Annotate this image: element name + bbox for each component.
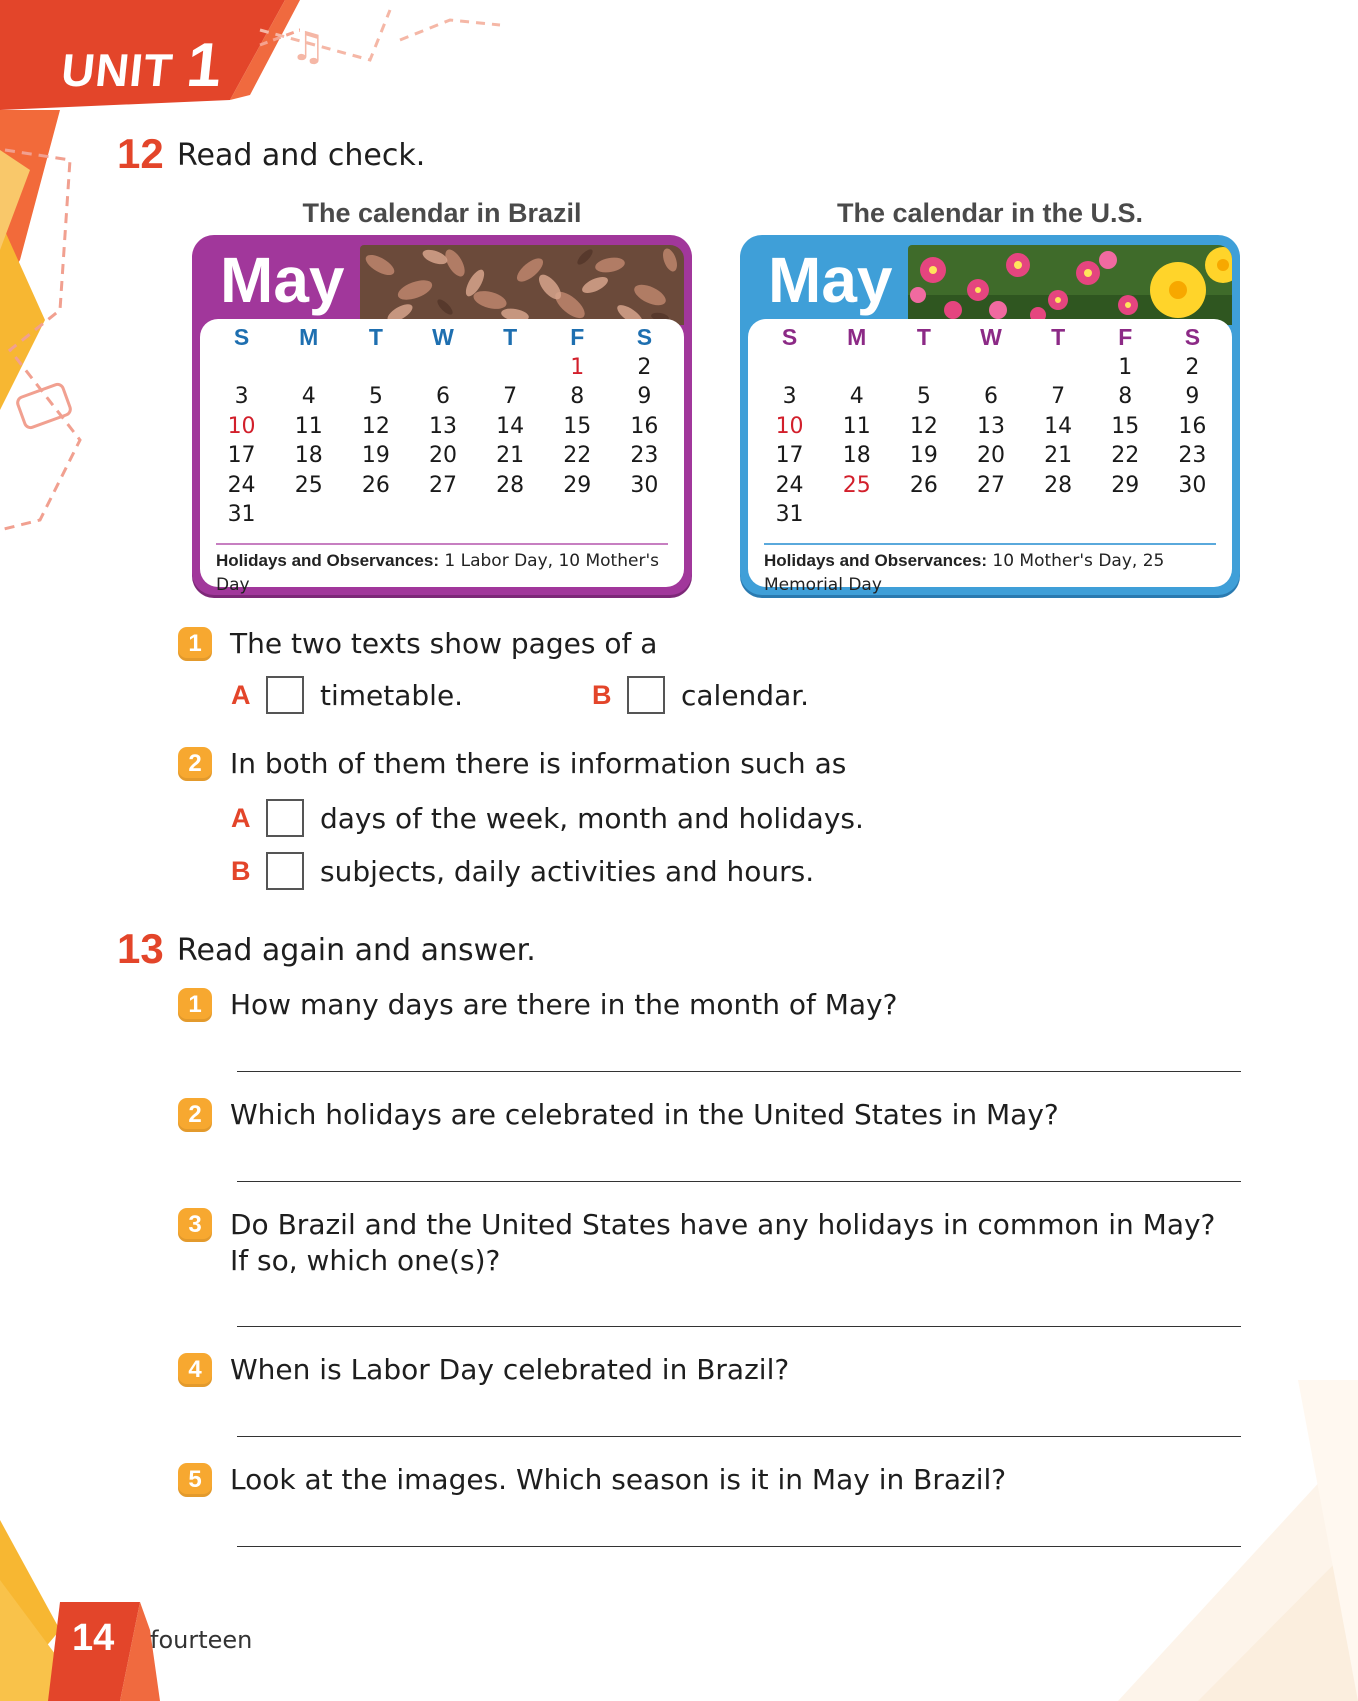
dry-leaves-photo (360, 245, 684, 325)
calendar-day: 31 (227, 502, 256, 527)
calendar-day: 26 (361, 472, 390, 498)
question-text: How many days are there in the month of May? (230, 988, 898, 1021)
calendar-notes (764, 549, 1220, 595)
calendar-day: 8 (1118, 384, 1133, 409)
brazil-calendar-caption: The calendar in Brazil (302, 198, 582, 228)
question-text: Do Brazil and the United States have any holidays in common in May? (230, 1208, 1216, 1241)
calendar-day: 7 (1051, 384, 1066, 409)
calendar-day (957, 500, 1024, 530)
calendar-day: 19 (909, 443, 938, 468)
calendar-day: 2 (1185, 354, 1200, 380)
question-text-line2: If so, which one(s)? (230, 1244, 501, 1277)
unit-word: UNIT (58, 44, 176, 96)
checkbox-q2-b[interactable] (266, 852, 304, 890)
spring-flowers-photo (908, 245, 1232, 325)
answer-line[interactable] (237, 1326, 1241, 1327)
checkbox-q1-b[interactable] (627, 676, 665, 714)
exercise-13-number: 13 (117, 925, 164, 972)
weekday-row (208, 323, 678, 353)
calendar-day: 25 (294, 472, 323, 498)
calendar-day (1025, 500, 1092, 530)
calendar-day: 14 (496, 413, 525, 439)
question-text: Look at the images. Which season is it in May in Brazil? (230, 1463, 1007, 1496)
calendar-body (200, 319, 684, 595)
week-row (208, 353, 678, 383)
brazil-calendar (192, 235, 692, 595)
calendar-day (208, 353, 275, 383)
question-text: In both of them there is information such as (230, 747, 847, 780)
calendar-month: May (768, 244, 893, 316)
option-text: subjects, daily activities and hours. (320, 855, 815, 888)
option-letter: A (231, 803, 251, 833)
week-row (208, 500, 678, 530)
question-badge: 1 (178, 988, 212, 1022)
calendar-day: 2 (637, 354, 652, 380)
calendar-day: 23 (1178, 443, 1207, 468)
week-row (208, 441, 678, 471)
calendar-header (740, 235, 1240, 325)
calendar-grid (756, 323, 1226, 530)
us-calendar-caption: The calendar in the U.S. (836, 198, 1144, 228)
music-note-deco (250, 0, 510, 80)
question-badge: 5 (178, 1463, 212, 1497)
calendar-day: 21 (1044, 443, 1073, 468)
option-text: days of the week, month and holidays. (320, 802, 864, 835)
calendar-day: 6 (983, 384, 998, 409)
calendar-weeks (756, 353, 1226, 530)
calendar-day: 5 (368, 384, 383, 409)
calendar-day (957, 353, 1024, 383)
checkbox-q1-a[interactable] (266, 676, 304, 714)
answer-line[interactable] (237, 1181, 1241, 1182)
calendar-day: 21 (496, 443, 525, 468)
weekday-label: T (916, 324, 931, 350)
weekday-label: S (233, 324, 250, 350)
week-row (756, 412, 1226, 442)
calendar-day (275, 353, 342, 383)
answer-line[interactable] (237, 1071, 1241, 1072)
calendar-day: 5 (916, 384, 931, 409)
option-text: calendar. (681, 679, 810, 712)
calendar-day: 29 (1111, 472, 1140, 498)
calendar-day: 3 (782, 384, 797, 409)
option-letter: B (231, 856, 251, 886)
calendar-day: 18 (842, 443, 871, 468)
weekday-label: S (636, 324, 653, 350)
calendar-day: 23 (630, 443, 659, 468)
calendar-day: 27 (976, 472, 1005, 498)
weekday-label: S (1184, 324, 1201, 350)
weekday-label: S (781, 324, 798, 350)
calendar-divider (764, 543, 1216, 545)
option-letter: A (231, 680, 251, 710)
question-badge: 4 (178, 1353, 212, 1387)
calendar-grid (208, 323, 678, 530)
week-row (756, 382, 1226, 412)
calendar-month: May (220, 244, 345, 316)
calendar-day: 28 (496, 472, 525, 498)
weekday-label: M (299, 324, 319, 350)
calendar-day: 17 (775, 443, 804, 468)
week-row (756, 441, 1226, 471)
calendar-day (477, 353, 544, 383)
calendar-day (756, 353, 823, 383)
calendar-day: 12 (361, 413, 390, 439)
question-badge: 2 (178, 1098, 212, 1132)
week-row (756, 471, 1226, 501)
option-text: timetable. (320, 679, 464, 712)
calendar-day: 24 (227, 472, 256, 498)
calendar-day (342, 500, 409, 530)
question-badge: 1 (178, 627, 212, 661)
question-text: The two texts show pages of a (230, 627, 658, 660)
calendar-day: 15 (1111, 413, 1140, 439)
notes-text: 1 Labor Day, 10 Mother's Day (216, 551, 659, 595)
calendar-day: 29 (563, 472, 592, 498)
calendar-day: 4 (849, 384, 864, 409)
notes-text: 10 Mother's Day, 25 Memorial Day (764, 551, 1165, 595)
background-fan-deco (998, 1380, 1358, 1701)
calendar-day: 3 (234, 384, 249, 409)
calendar-day: 30 (630, 472, 659, 498)
calendar-day (275, 500, 342, 530)
calendar-day: 11 (842, 413, 871, 439)
calendar-body (748, 319, 1232, 595)
calendar-day: 6 (435, 384, 450, 409)
calendar-day (823, 500, 890, 530)
question-text: Which holidays are celebrated in the United States in May? (230, 1098, 1059, 1131)
calendar-day: 25 (842, 472, 871, 498)
week-row (756, 500, 1226, 530)
calendar-day (1025, 353, 1092, 383)
notes-label: Holidays and Observances: (216, 551, 439, 570)
calendar-day: 10 (227, 413, 256, 439)
calendar-day: 10 (775, 413, 804, 439)
question-text: When is Labor Day celebrated in Brazil? (230, 1353, 790, 1386)
unit-label (58, 30, 226, 101)
calendar-day (1159, 500, 1226, 530)
calendar-day: 27 (428, 472, 457, 498)
answer-line[interactable] (237, 1546, 1241, 1547)
weekday-label: T (1051, 324, 1066, 350)
calendar-day (477, 500, 544, 530)
calendar-day: 16 (1178, 413, 1207, 439)
calendar-day (611, 500, 678, 530)
calendar-day (409, 500, 476, 530)
question-badge: 3 (178, 1208, 212, 1242)
calendar-header (192, 235, 692, 325)
svg-text:♫: ♫ (290, 24, 326, 70)
week-row (208, 471, 678, 501)
calendar-day: 30 (1178, 472, 1207, 498)
calendar-day: 22 (563, 443, 592, 468)
checkbox-q2-a[interactable] (266, 799, 304, 837)
calendar-day: 7 (503, 384, 518, 409)
weekday-label: M (847, 324, 867, 350)
calendar-day: 24 (775, 472, 804, 498)
calendar-day: 13 (428, 413, 457, 439)
calendar-day: 15 (563, 413, 592, 439)
calendar-day: 4 (301, 384, 316, 409)
calendar-day: 20 (976, 443, 1005, 468)
page-number: 14 (72, 1617, 115, 1659)
calendar-day: 1 (570, 354, 585, 380)
calendar-day (342, 353, 409, 383)
calendar-day: 16 (630, 413, 659, 439)
calendar-day: 14 (1044, 413, 1073, 439)
week-row (208, 382, 678, 412)
calendar-day: 11 (294, 413, 323, 439)
weekday-label: T (368, 324, 383, 350)
calendar-notes (216, 549, 672, 595)
exercise-12-title: Read and check. (177, 138, 426, 173)
calendar-day: 28 (1044, 472, 1073, 498)
exercise-13-title: Read again and answer. (177, 933, 536, 968)
calendar-divider (216, 543, 668, 545)
calendar-day: 12 (909, 413, 938, 439)
notes-label: Holidays and Observances: (764, 551, 987, 570)
calendar-day: 8 (570, 384, 585, 409)
weekday-label: T (503, 324, 518, 350)
option-letter: B (592, 680, 612, 710)
calendar-day (409, 353, 476, 383)
calendar-day (890, 500, 957, 530)
weekday-label: W (432, 324, 454, 350)
week-row (756, 353, 1226, 383)
us-calendar (740, 235, 1240, 595)
calendar-day: 19 (361, 443, 390, 468)
calendar-day: 9 (1185, 384, 1200, 409)
left-edge-deco (0, 110, 90, 580)
answer-line[interactable] (237, 1436, 1241, 1437)
calendar-day: 31 (775, 502, 804, 527)
calendar-day (890, 353, 957, 383)
calendar-weeks (208, 353, 678, 530)
calendar-day (1092, 500, 1159, 530)
week-row (208, 412, 678, 442)
calendar-day: 9 (637, 384, 652, 409)
calendar-day: 26 (909, 472, 938, 498)
question-badge: 2 (178, 747, 212, 781)
calendar-day: 18 (294, 443, 323, 468)
bottom-corner-deco (0, 1520, 260, 1701)
calendar-day: 22 (1111, 443, 1140, 468)
calendar-day (823, 353, 890, 383)
weekday-label: F (570, 324, 585, 350)
weekday-row (756, 323, 1226, 353)
calendar-day: 1 (1118, 354, 1133, 380)
calendar-day: 17 (227, 443, 256, 468)
calendar-day: 13 (976, 413, 1005, 439)
exercise-12-number: 12 (117, 130, 164, 177)
calendar-day (544, 500, 611, 530)
calendar-day: 20 (428, 443, 457, 468)
weekday-label: F (1118, 324, 1133, 350)
page-number-word: fourteen (150, 1626, 253, 1654)
unit-number: 1 (183, 31, 227, 100)
weekday-label: W (980, 324, 1002, 350)
